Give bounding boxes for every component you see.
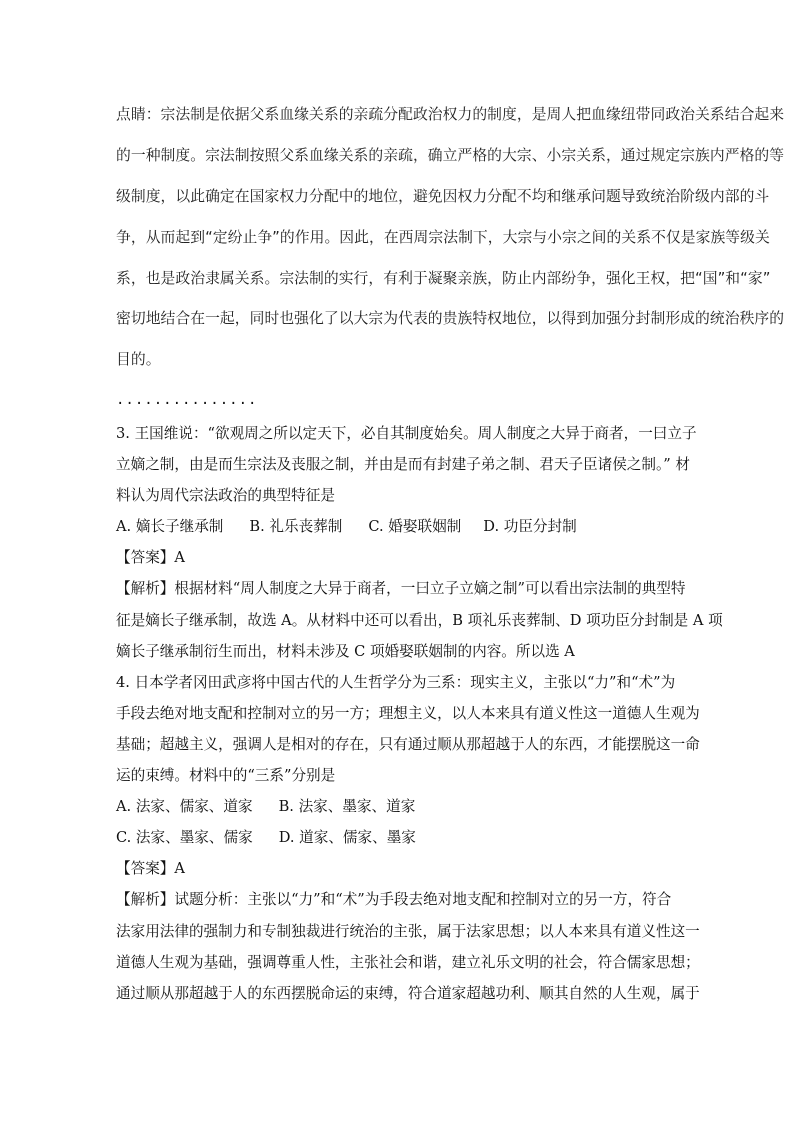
option-a: A. 嫡长子继承制	[116, 518, 224, 536]
analysis-line: 法家用法律的强制力和专制独裁进行统治的主张，属于法家思想；以人本来具有道义性这一	[116, 922, 700, 940]
answer-options	[116, 791, 716, 822]
question-stem-line: 运的束缚。材料中的“三系”分别是	[116, 767, 336, 785]
answer-label: 【答案】A	[116, 549, 185, 567]
option-b: B. 礼乐丧葬制	[249, 518, 343, 536]
commentary-line: 级制度，以此确定在国家权力分配中的地位，避免因权力分配不均和继承问题导致统治阶级内部的斗	[116, 187, 770, 205]
dotted-separator: ...............	[116, 392, 258, 408]
option-b: B. 法家、墨家、道家	[278, 798, 416, 816]
analysis-line: 【解析】根据材料“周人制度之大异于商者，一曰立子立嫡之制”可以看出宗法制的典型特	[116, 580, 686, 598]
question-stem-line: 立嫡之制，由是而生宗法及丧服之制，并由是而有封建子弟之制、君天子臣诸侯之制。” 材	[116, 456, 690, 474]
question-4	[116, 667, 716, 1009]
answer-options	[116, 511, 716, 542]
analysis-line: 嫡长子继承制衍生而出，材料未涉及 C 项婚娶联姻制的内容。所以选 A	[116, 642, 575, 660]
analysis-line: 通过顺从那超越于人的东西摆脱命运的束缚，符合道家超越功利、顺其自然的人生观，属于	[116, 984, 700, 1002]
commentary-line: 目的。	[116, 351, 161, 369]
commentary-line: 争，从而起到“定纷止争”的作用。因此，在西周宗法制下，大宗与小宗之间的关系不仅是家族等级关	[116, 228, 770, 246]
commentary-line: 密切地结合在一起，同时也强化了以大宗为代表的贵族特权地位，以得到加强分封制形成的统治秩序的	[116, 310, 785, 328]
option-c: C. 婚娶联姻制	[368, 518, 462, 536]
option-a: A. 法家、儒家、道家	[116, 798, 253, 816]
questions-section	[116, 418, 723, 1009]
question-stem-line: 手段去绝对地支配和控制对立的另一方；理想主义，以人本来具有道义性这一道德人生观为	[116, 704, 700, 722]
option-c: C. 法家、墨家、儒家	[116, 829, 253, 847]
commentary-line: 的一种制度。宗法制按照父系血缘关系的亲疏，确立严格的大宗、小宗关系，通过规定宗族内严格的等	[116, 146, 785, 164]
answer-label: 【答案】A	[116, 860, 185, 878]
commentary-line: 点睛：宗法制是依据父系血缘关系的亲疏分配政治权力的制度，是周人把血缘纽带同政治关系结合起来	[116, 106, 785, 123]
analysis-line: 征是嫡长子继承制，故选 A。从材料中还可以看出，B 项礼乐丧葬制、D 项功臣分封制是 A 项	[116, 611, 723, 629]
analysis-line: 道德人生观为基础，强调尊重人性，主张社会和谐，建立礼乐文明的社会，符合儒家思想；	[116, 953, 700, 971]
question-stem-line: 基础；超越主义，强调人是相对的存在，只有通过顺从那超越于人的东西，才能摆脱这一命	[116, 735, 700, 753]
option-d: D. 功臣分封制	[483, 518, 577, 536]
commentary-paragraph	[116, 95, 785, 381]
question-stem-line: 3. 王国维说：“欲观周之所以定天下，必自其制度始矣。周人制度之大异于商者，一曰立子	[116, 425, 697, 442]
question-stem-line: 料认为周代宗法政治的典型特征是	[116, 487, 335, 505]
answer-options	[116, 822, 716, 853]
commentary-line: 系，也是政治隶属关系。宗法制的实行，有利于凝聚亲族，防止内部纷争，强化王权，把“国”和“家”	[116, 269, 771, 287]
analysis-line: 【解析】试题分析：主张以“力”和“术”为手段去绝对地支配和控制对立的另一方，符合	[116, 891, 672, 909]
question-stem-line: 4. 日本学者冈田武彦将中国古代的人生哲学分为三系：现实主义，主张以“力”和“术”为	[116, 673, 676, 691]
question-3	[116, 418, 723, 667]
option-d: D. 道家、儒家、墨家	[278, 829, 416, 847]
